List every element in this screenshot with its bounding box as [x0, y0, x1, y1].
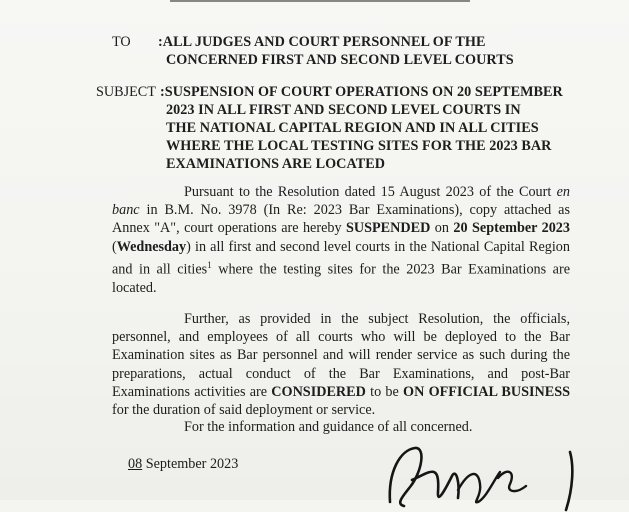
cropped-header-line	[170, 0, 470, 2]
to-line-2: CONCERNED FIRST AND SECOND LEVEL COURTS	[166, 52, 514, 68]
subject-line-3: THE NATIONAL CAPITAL REGION AND IN ALL CITIES	[166, 120, 539, 136]
subject-line-4: WHERE THE LOCAL TESTING SITES FOR THE 2023 BAR	[166, 138, 552, 154]
memo-date	[128, 456, 238, 473]
paragraph-1: Pursuant to the Resolution dated 15 August 2023 of the Court en banc in B.M. No. 3978 (In Re: 2023 Bar Examinations), copy attached as Annex "A", court operations are hereby SUSPENDED on 20 September 2023 (Wednesday) in all first and second level courts in the National Capital Region and in all cities$^1$ where the testing sites for the 2023 Bar Examinations are located.	[112, 184, 570, 296]
subject-label: SUBJECT	[96, 84, 156, 100]
date-rest: September 2023	[142, 456, 239, 472]
subject-line-5: EXAMINATIONS ARE LOCATED	[166, 156, 386, 172]
date-day: 08	[128, 456, 143, 472]
subject-line-2: 2023 IN ALL FIRST AND SECOND LEVEL COURTS IN	[166, 102, 521, 118]
subject-line-1: :SUSPENSION OF COURT OPERATIONS ON 20 SEPTEMBER	[160, 84, 563, 100]
paragraph-3: For the information and guidance of all concerned.	[184, 419, 473, 435]
to-label: TO	[112, 34, 131, 50]
paragraph-2: Further, as provided in the subject Resolution, the officials, personnel, and employees of all courts who will be deployed to the Bar Examination sites as Bar personnel and will render service as such during the preparations, actual conduct of the Bar Examinations, and post-Bar Examinations activities are CONSIDERED to be ON OFFICIAL BUSINESS for the duration of said deployment or service.	[112, 311, 570, 419]
to-line-1: :ALL JUDGES AND COURT PERSONNEL OF THE	[158, 34, 486, 50]
handwritten-signature	[360, 432, 620, 512]
